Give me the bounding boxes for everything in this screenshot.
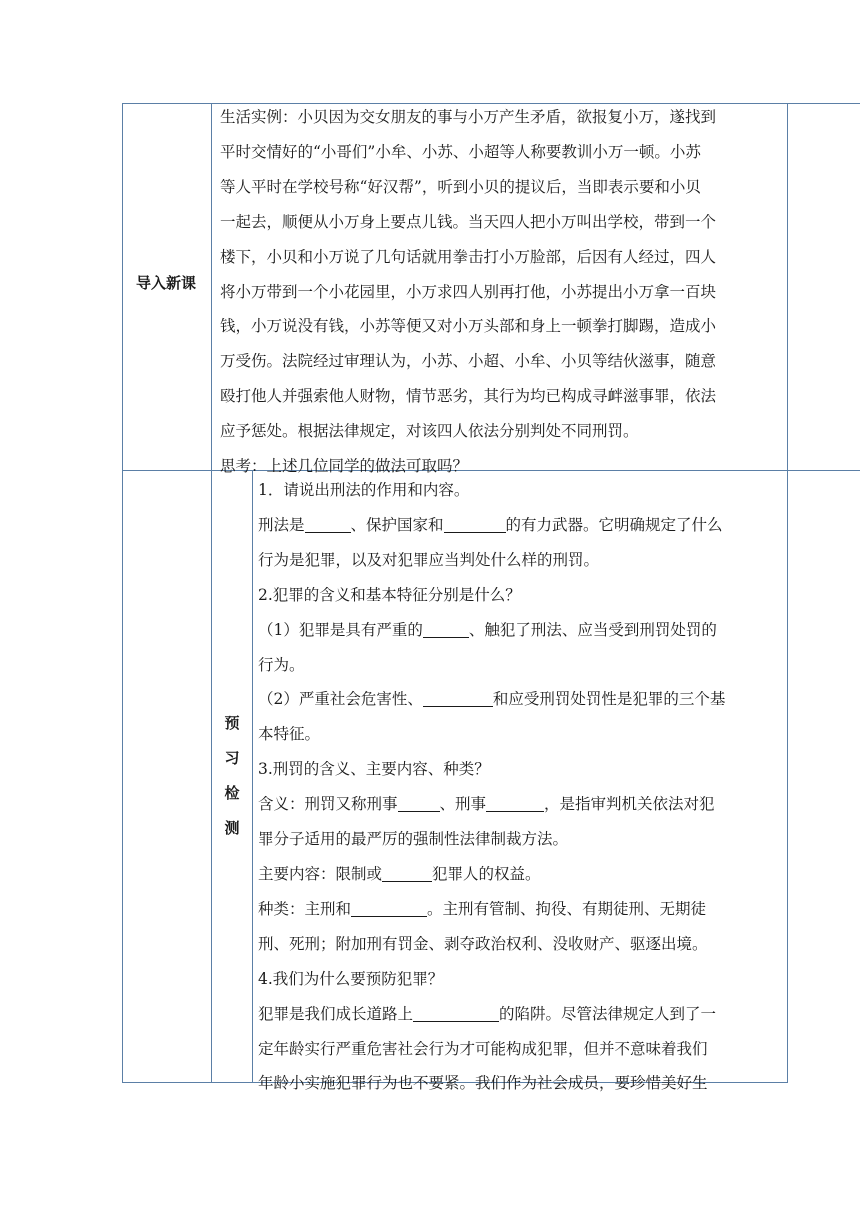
question-4: 4.我们为什么要预防犯罪？ <box>258 969 444 988</box>
question-1: 1．请说出刑法的作用和内容。 <box>258 481 470 499</box>
preview-label-char: 测 <box>224 819 240 837</box>
section-label-intro: 导入新课 <box>135 274 196 292</box>
text-segment: 和应受刑罚处罚性是犯罪的三个基 <box>492 690 726 709</box>
intro-line: 将小万带到一个小花园里，小万求四人别再打他，小苏提出小万拿一百块 <box>220 282 717 301</box>
text-segment: 刑法是 <box>258 515 305 534</box>
intro-line: 万受伤。法院经过审理认为，小苏、小超、小牟、小贝等结伙滋事，随意 <box>220 352 717 371</box>
text-segment: 。主刑有管制、拘役、有期徒刑、无期徒 <box>427 899 707 918</box>
text-segment: 犯罪人的权益。 <box>432 864 541 883</box>
answer-line: 定年龄实行严重危害社会行为才可能构成犯罪，但并不意味着我们 <box>258 1039 708 1058</box>
text-segment: 主要内容：限制或 <box>258 864 383 883</box>
intro-line: 生活实例：小贝因为交女朋友的事与小万产生矛盾，欲报复小万，遂找到 <box>220 108 717 126</box>
text-segment: 种类：主刑和 <box>258 899 352 918</box>
answer-line <box>258 787 782 822</box>
text-segment: 的陷阱。尽管法律规定人到了一 <box>499 1004 717 1023</box>
intro-line: 殴打他人并强索他人财物，情节恶劣，其行为均已构成寻衅滋事罪，依法 <box>220 387 717 406</box>
fill-blank[interactable] <box>305 514 351 533</box>
text-segment: 犯罪是我们成长道路上 <box>258 1004 414 1023</box>
intro-line: 平时交情好的“小哥们”小牟、小苏、小超等人称要教训小万一顿。小苏 <box>220 142 701 161</box>
fill-blank[interactable] <box>382 863 432 882</box>
text-segment: 的有力武器。它明确规定了什么 <box>505 515 723 534</box>
text-segment: （2）严重社会危害性、 <box>258 690 423 709</box>
answer-line <box>258 997 782 1032</box>
intro-line: 钱，小万说没有钱，小苏等便又对小万头部和身上一顿拳打脚踢，造成小 <box>220 317 717 336</box>
question-3: 3.刑罚的含义、主要内容、种类？ <box>258 760 490 779</box>
section-label-preview <box>212 706 252 846</box>
fill-blank[interactable] <box>398 793 440 812</box>
answer-line <box>258 857 782 892</box>
fill-blank[interactable] <box>413 1003 499 1022</box>
fill-blank[interactable] <box>351 898 427 917</box>
answer-line <box>258 892 782 927</box>
text-segment: （1）犯罪是具有严重的 <box>258 620 423 639</box>
answer-line: 刑、死刑；附加刑有罚金、剥夺政治权利、没收财产、驱逐出境。 <box>258 934 708 953</box>
intro-line: 一起去，顺便从小万身上要点儿钱。当天四人把小万叫出学校，带到一个 <box>220 212 717 231</box>
text-segment: 含义：刑罚又称刑事 <box>258 795 398 814</box>
fill-blank[interactable] <box>423 619 469 638</box>
intro-line: 思考：上述几位同学的做法可取吗？ <box>220 457 469 476</box>
text-segment: 、触犯了刑法、应当受到刑罚处罚的 <box>468 620 717 639</box>
answer-line <box>258 508 782 543</box>
column-divider-1 <box>211 103 212 1083</box>
fill-blank[interactable] <box>423 688 493 707</box>
answer-line: 行为是犯罪，以及对犯罪应当判处什么样的刑罚。 <box>258 550 600 569</box>
text-segment: 、保护国家和 <box>350 515 444 534</box>
preview-label-char: 预 <box>224 714 240 732</box>
question-2: 2.犯罪的含义和基本特征分别是什么？ <box>258 585 521 604</box>
fill-blank[interactable] <box>486 793 544 812</box>
preview-text <box>258 473 782 1101</box>
preview-label-char: 检 <box>224 784 240 802</box>
table-left-border <box>122 103 123 1083</box>
text-segment: 、刑事 <box>439 795 487 814</box>
column-divider-3 <box>787 103 788 1083</box>
answer-line: 年龄小实施犯罪行为也不要紧。我们作为社会成员，要珍惜美好生 <box>258 1074 708 1093</box>
answer-line: 罪分子适用的最严厉的强制性法律制裁方法。 <box>258 830 569 849</box>
answer-line: 本特征。 <box>258 725 321 744</box>
intro-line: 等人平时在学校号称“好汉帮”，听到小贝的提议后，当即表示要和小贝 <box>220 177 701 196</box>
intro-line: 应予惩处。根据法律规定，对该四人依法分别判处不同刑罚。 <box>220 422 639 441</box>
answer-line <box>258 682 782 717</box>
intro-text <box>220 100 780 484</box>
column-divider-2 <box>252 470 253 1083</box>
intro-line: 楼下，小贝和小万说了几句话就用拳击打小万脸部，后因有人经过，四人 <box>220 247 717 266</box>
text-segment: ，是指审判机关依法对犯 <box>544 795 715 814</box>
preview-label-char: 习 <box>224 749 240 767</box>
fill-blank[interactable] <box>444 514 506 533</box>
answer-line <box>258 613 782 648</box>
answer-line: 行为。 <box>258 655 305 674</box>
